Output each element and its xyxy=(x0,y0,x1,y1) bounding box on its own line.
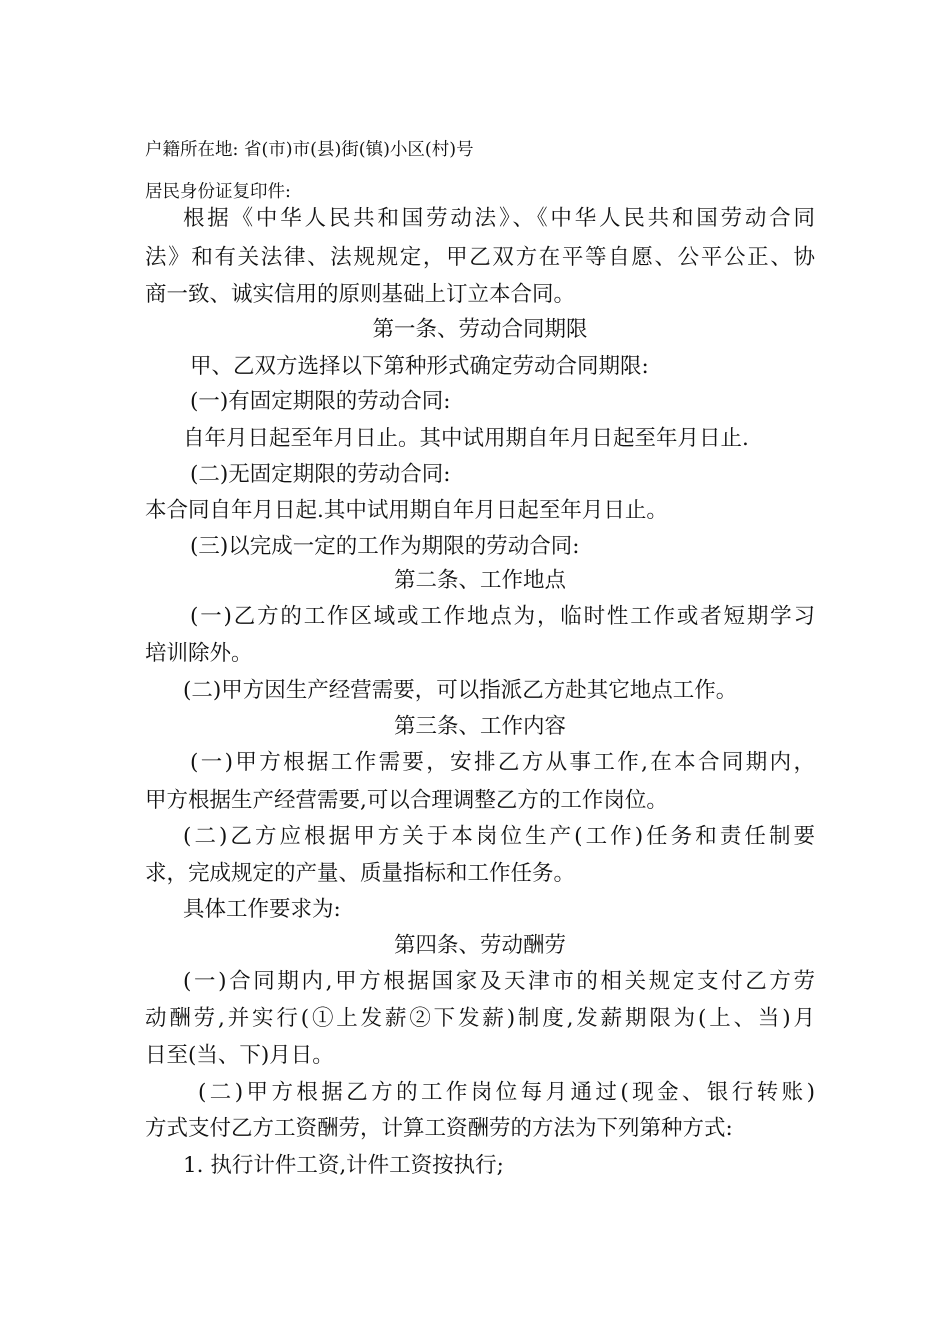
article-4-line-3: 日至(当、下)月日。 xyxy=(145,1043,334,1068)
article-4-heading: 第四条、劳动酬劳 xyxy=(393,933,566,958)
article-1-heading: 第一条、劳动合同期限 xyxy=(372,317,588,342)
article-3-line-1: (一)甲方根据工作需要，安排乙方从事工作,在本合同期内， xyxy=(190,750,815,775)
preamble-line-1: 根据《中华人民共和国劳动法》、《中华人民共和国劳动合同 xyxy=(183,206,815,231)
article-3-line-2: 甲方根据生产经营需要,可以合理调整乙方的工作岗位。 xyxy=(145,788,668,813)
article-3-heading: 第三条、工作内容 xyxy=(393,714,566,739)
household-registration-line: 户籍所在地: 省(市)市(县)街(镇)小区(村)号 xyxy=(145,140,474,160)
article-1-line-1: 甲、乙双方选择以下第种形式确定劳动合同期限: xyxy=(190,354,649,379)
article-2-heading: 第二条、工作地点 xyxy=(393,568,566,593)
preamble-line-2: 法》和有关法律、法规规定，甲乙双方在平等自愿、公平公正、协 xyxy=(145,245,815,270)
article-2-line-2: 培训除外。 xyxy=(145,641,253,666)
preamble-line-3: 商一致、诚实信用的原则基础上订立本合同。 xyxy=(145,282,576,307)
article-4-line-4: (二)甲方根据乙方的工作岗位每月通过(现金、银行转账) xyxy=(198,1080,815,1105)
article-3-line-5: 具体工作要求为: xyxy=(183,897,341,922)
article-4-line-2: 动酬劳,并实行(①上发薪②下发薪)制度,发薪期限为(上、当)月 xyxy=(145,1006,815,1031)
article-2-line-1: (一)乙方的工作区域或工作地点为，临时性工作或者短期学习 xyxy=(190,604,815,629)
article-3-line-4: 求，完成规定的产量、质量指标和工作任务。 xyxy=(145,861,576,886)
article-4-line-5: 方式支付乙方工资酬劳，计算工资酬劳的方法为下列第种方式: xyxy=(145,1116,733,1141)
article-3-line-3: (二)乙方应根据甲方关于本岗位生产(工作)任务和责任制要 xyxy=(183,824,815,849)
article-1-line-6: (三)以完成一定的工作为期限的劳动合同: xyxy=(190,534,580,559)
article-1-line-4: (二)无固定期限的劳动合同: xyxy=(190,462,451,487)
article-4-line-6: 1. 执行计件工资,计件工资按执行; xyxy=(183,1153,504,1178)
article-2-line-3: (二)甲方因生产经营需要，可以指派乙方赴其它地点工作。 xyxy=(183,678,738,703)
article-4-line-1: (一)合同期内,甲方根据国家及天津市的相关规定支付乙方劳 xyxy=(183,969,815,994)
article-1-line-2: (一)有固定期限的劳动合同: xyxy=(190,389,451,414)
article-1-line-5: 本合同自年月日起.其中试用期自年月日起至年月日止。 xyxy=(145,498,668,523)
article-1-line-3: 自年月日起至年月日止。其中试用期自年月日起至年月日止. xyxy=(183,426,749,451)
id-card-copy-line: 居民身份证复印件: xyxy=(145,182,291,202)
